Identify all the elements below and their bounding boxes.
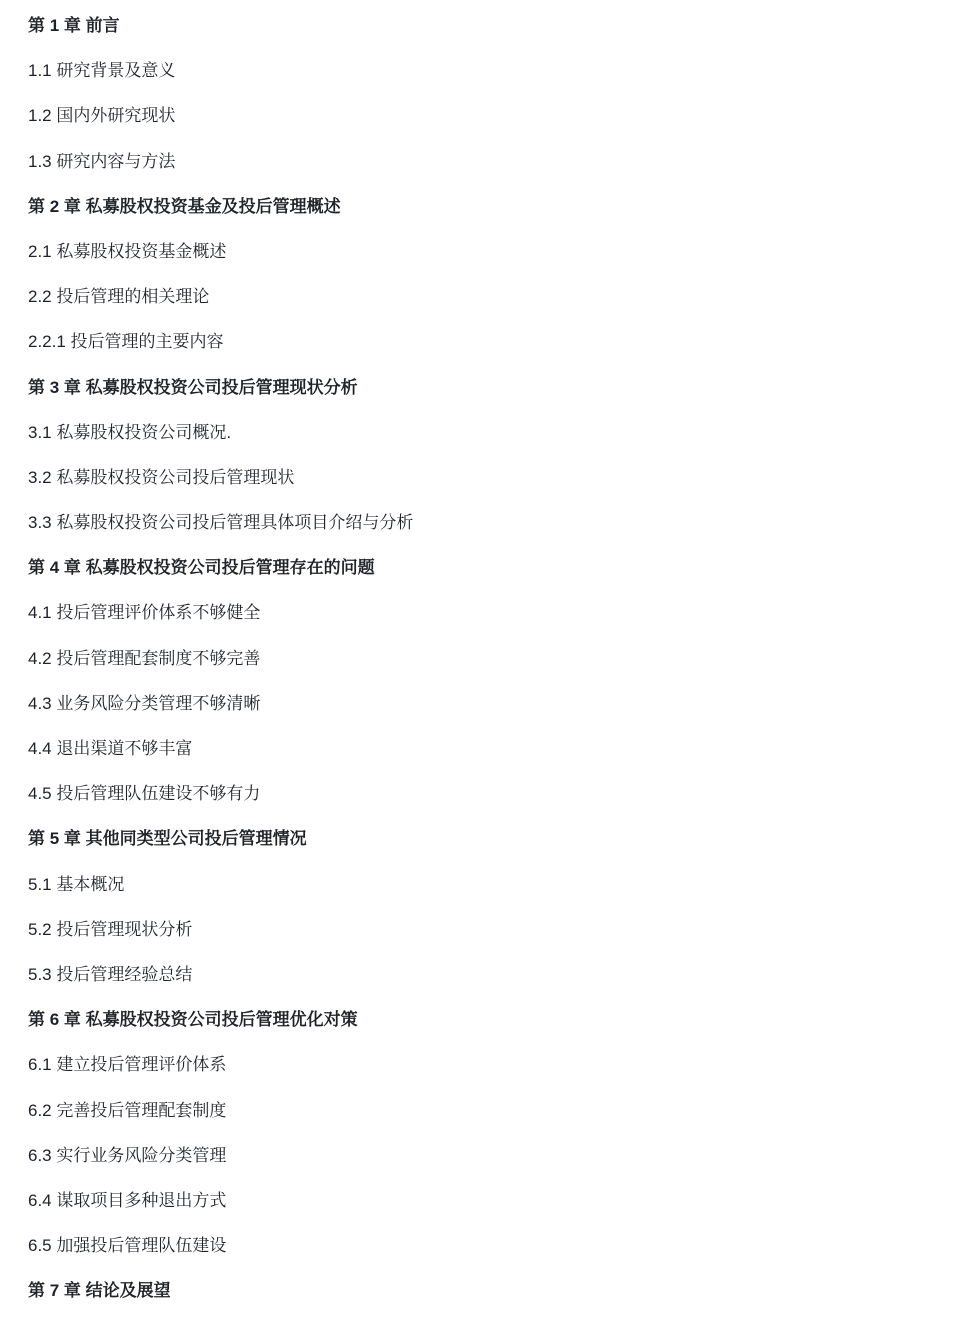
toc-item: 2.1 私募股权投资基金概述 bbox=[28, 241, 227, 261]
toc-item: 3.1 私募股权投资公司概况. bbox=[28, 422, 232, 442]
toc-item: 4.4 退出渠道不够丰富 bbox=[28, 739, 193, 758]
toc-item: 5.1 基本概况 bbox=[28, 874, 125, 894]
toc-item: 2.2.1 投后管理的主要内容 bbox=[28, 332, 224, 352]
toc-item: 6.1 建立投后管理评价体系 bbox=[28, 1055, 227, 1075]
chapter-heading: 第 6 章 私募股权投资公司投后管理优化对策 bbox=[28, 1010, 358, 1030]
toc-item: 5.3 投后管理经验总结 bbox=[28, 964, 193, 984]
chapter-heading: 第 5 章 其他同类型公司投后管理情况 bbox=[28, 829, 307, 849]
toc-item: 6.2 完善投后管理配套制度 bbox=[28, 1100, 227, 1120]
toc-item: 3.3 私募股权投资公司投后管理具体项目介绍与分析 bbox=[28, 513, 414, 533]
toc-item: 4.2 投后管理配套制度不够完善 bbox=[28, 648, 261, 668]
toc-item: 2.2 投后管理的相关理论 bbox=[28, 287, 210, 307]
chapter-heading: 第 2 章 私募股权投资基金及投后管理概述 bbox=[28, 196, 341, 216]
toc-item: 6.4 谋取项目多种退出方式 bbox=[28, 1190, 227, 1210]
toc-item: 5.2 投后管理现状分析 bbox=[28, 919, 193, 939]
toc-item: 1.2 国内外研究现状 bbox=[28, 106, 176, 126]
toc-item: 4.5 投后管理队伍建设不够有力 bbox=[28, 784, 261, 804]
chapter-heading: 第 1 章 前言 bbox=[28, 16, 120, 35]
toc-item: 6.5 加强投后管理队伍建设 bbox=[28, 1236, 227, 1256]
toc-item: 4.3 业务风险分类管理不够清晰 bbox=[28, 693, 261, 713]
toc-item: 1.3 研究内容与方法 bbox=[28, 151, 176, 171]
toc-item: 1.1 研究背景及意义 bbox=[28, 61, 176, 81]
toc-item: 3.2 私募股权投资公司投后管理现状 bbox=[28, 467, 295, 487]
chapter-heading: 第 7 章 结论及展望 bbox=[28, 1281, 171, 1301]
chapter-heading: 第 3 章 私募股权投资公司投后管理现状分析 bbox=[28, 377, 358, 397]
toc-item: 6.3 实行业务风险分类管理 bbox=[28, 1145, 227, 1165]
toc-item: 4.1 投后管理评价体系不够健全 bbox=[28, 603, 261, 623]
chapter-heading: 第 4 章 私募股权投资公司投后管理存在的问题 bbox=[28, 558, 375, 578]
